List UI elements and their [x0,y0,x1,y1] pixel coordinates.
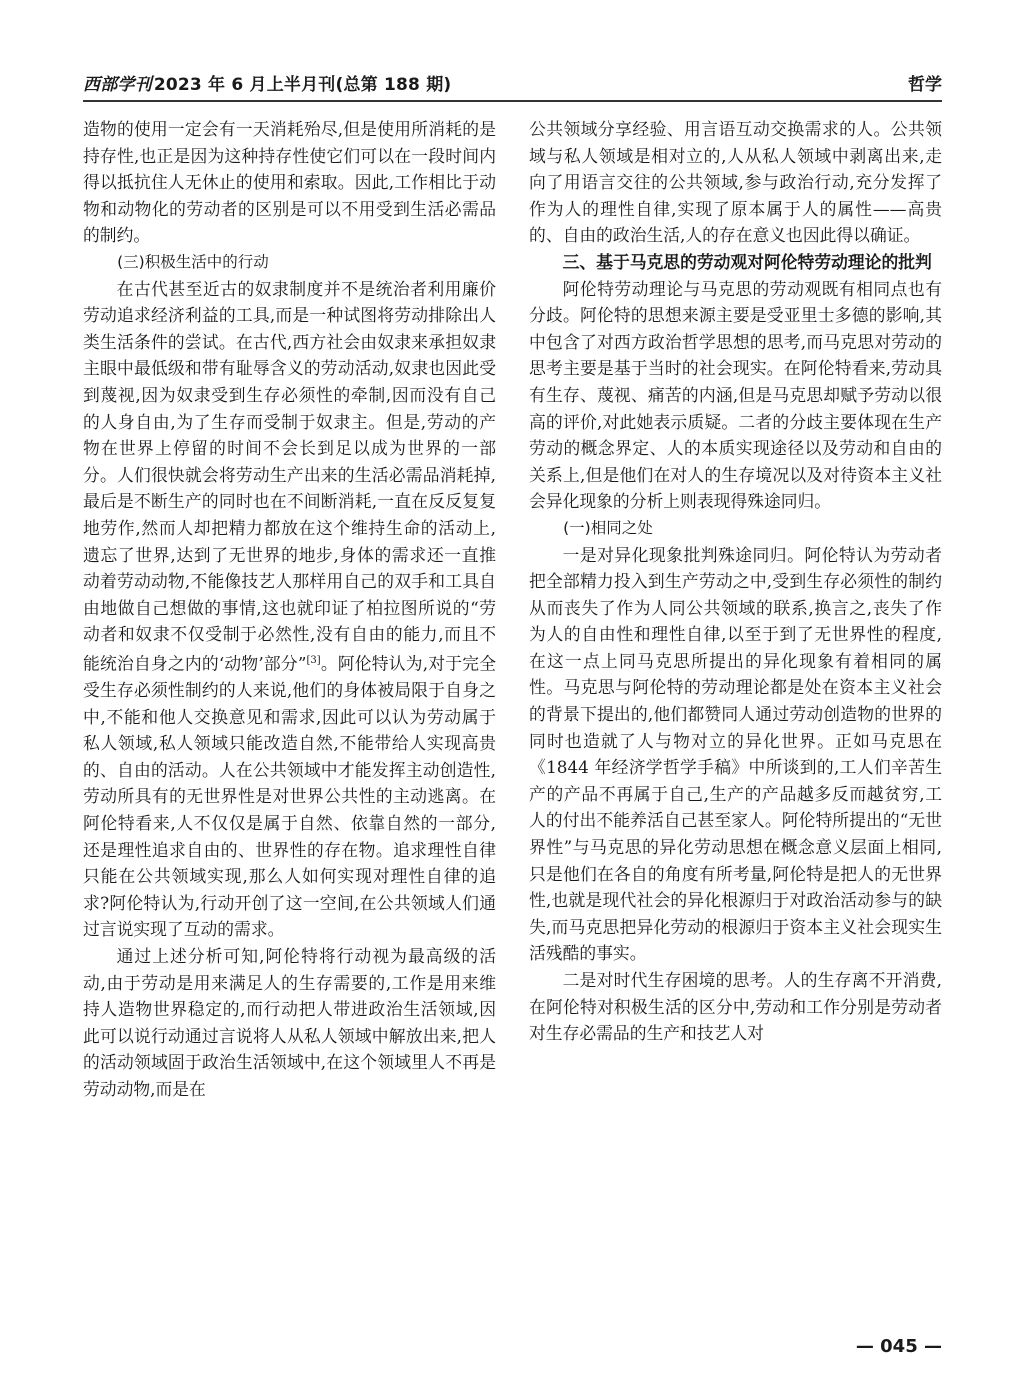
journal-logo: 西部学刊 [83,75,152,95]
left-column [83,116,496,1103]
header-rule [83,100,942,102]
issue-info: 2023 年 6 月上半月刊(总第 188 期) [153,75,452,95]
paragraph-text: 。阿伦特认为,对于完全受生存必须性制约的人来说,他们的身体被局限于自身之中,不能和他人交换意见和需求,因此可以认为劳动属于私人领域,私人领域只能改造自然,不能带给人实现高贵的、自由的活动。人在公共领域中才能发挥主动创造性,劳动所具有的无世界性是对世界公共性的主动逃离。在阿伦特看来,人不仅仅是属于自然、依靠自然的一部分,还是理性追求自由的、世界性的存在物。追求理性自律只能在公共领域实现,那么人如何实现对理性自律的追求?阿伦特认为,行动开创了这一空间,在公共领域人们通过言说实现了互动的需求。 [83,653,496,940]
journal-info [83,70,451,95]
right-column [529,116,942,1047]
page-header [83,70,942,100]
paragraph-text: 在古代甚至近古的奴隶制度并不是统治者利用廉价劳动追求经济利益的工具,而是一种试图将劳动排除出人类生活条件的尝试。在古代,西方社会由奴隶来承担奴隶主眼中最低级和带有耻辱含义的劳动活动,奴隶也因此受到蔑视,因为奴隶受到生存必须性的牵制,因而没有自己的人身自由,为了生存而受制于奴隶主。但是,劳动的产物在世界上停留的时间不会长到足以成为世界的一部分。人们很快就会将劳动生产出来的生活必需品消耗掉,最后是不断生产的同时也在不间断消耗,一直在反反复复地劳作,然而人却把精力都放在这个维持生命的活动上,遗忘了世界,达到了无世界的地步,身体的需求还一直推动着劳动动物,不能像技艺人那样用自己的双手和工具自由地做自己想做的事情,这也就印证了柏拉图所说的“劳动者和奴隶不仅受制于必然性,没有自由的能力,而且不能统治自身之内的‘动物’部分” [83,278,496,674]
paragraph: 造物的使用一定会有一天消耗殆尽,但是使用所消耗的是持存性,也正是因为这种持存性使它们可以在一段时间内得以抵抗住人无休止的使用和索取。因此,工作相比于动物和动物化的劳动者的区别是可以不用受到生活必需品的制约。 [83,119,496,246]
paragraph: 通过上述分析可知,阿伦特将行动视为最高级的活动,由于劳动是用来满足人的生存需要的,工作是用来维持人造物世界稳定的,而行动把人带进政治生活领域,因此可以说行动通过言说将人从私人领域中解放出来,把人的活动领域固于政治生活领域中,在这个领域里人不再是劳动动物,而是在 [83,946,496,1099]
paragraph: 公共领域分享经验、用言语互动交换需求的人。公共领域与私人领域是相对立的,人从私人领域中剥离出来,走向了用语言交往的公共领域,参与政治行动,充分发挥了作为人的理性自律,实现了原本属于人的属性——高贵的、自由的政治生活,人的存在意义也因此得以确证。 [529,119,942,246]
paragraph: 二是对时代生存困境的思考。人的生存离不开消费,在阿伦特对积极生活的区分中,劳动和工作分别是劳动者对生存必需品的生产和技艺人对 [529,970,942,1044]
paragraph [83,276,496,943]
subsection-heading: (三)积极生活中的行动 [117,252,269,271]
subsection-heading: (一)相同之处 [563,518,653,537]
section-heading: 三、基于马克思的劳动观对阿伦特劳动理论的批判 [562,251,932,272]
paragraph: 阿伦特劳动理论与马克思的劳动观既有相同点也有分歧。阿伦特的思想来源主要是受亚里士多德的影响,其中包含了对西方政治哲学思想的思考,而马克思对劳动的思考主要是基于当时的社会现实。在阿伦特看来,劳动具有生存、蔑视、痛苦的内涵,但是马克思却赋予劳动以很高的评价,对此她表示质疑。二者的分歧主要体现在生产劳动的概念界定、人的本质实现途径以及劳动和自由的关系上,但是他们在对人的生存境况以及对待资本主义社会异化现象的分析上则表现得殊途同归。 [529,278,942,512]
citation-ref: [3] [306,654,321,666]
section-tag: 哲学 [908,75,942,95]
paragraph: 一是对异化现象批判殊途同归。阿伦特认为劳动者把全部精力投入到生产劳动之中,受到生存必须性的制约从而丧失了作为人同公共领域的联系,换言之,丧失了作为人的自由性和理性自律,以至于到了无世界性的程度,在这一点上同马克思所提出的异化现象有着相同的属性。马克思与阿伦特的劳动理论都是处在资本主义社会的背景下提出的,他们都赞同人通过劳动创造物的世界的同时也造就了人与物对立的异化世界。正如马克思在《1844 年经济学哲学手稿》中所谈到的,工人们辛苦生产的产品不再属于自己,生产的产品越多反而越贫穷,工人的付出不能养活自己甚至家人。阿伦特所提出的“无世界性”与马克思的异化劳动思想在概念意义层面上相同,只是他们在各自的角度有所考量,阿伦特是把人的无世界性,也就是现代社会的异化根源归于对政治活动参与的缺失,而马克思把异化劳动的根源归于资本主义社会现实生活残酷的事实。 [529,544,942,964]
page-number: — 045 — [855,1336,942,1357]
